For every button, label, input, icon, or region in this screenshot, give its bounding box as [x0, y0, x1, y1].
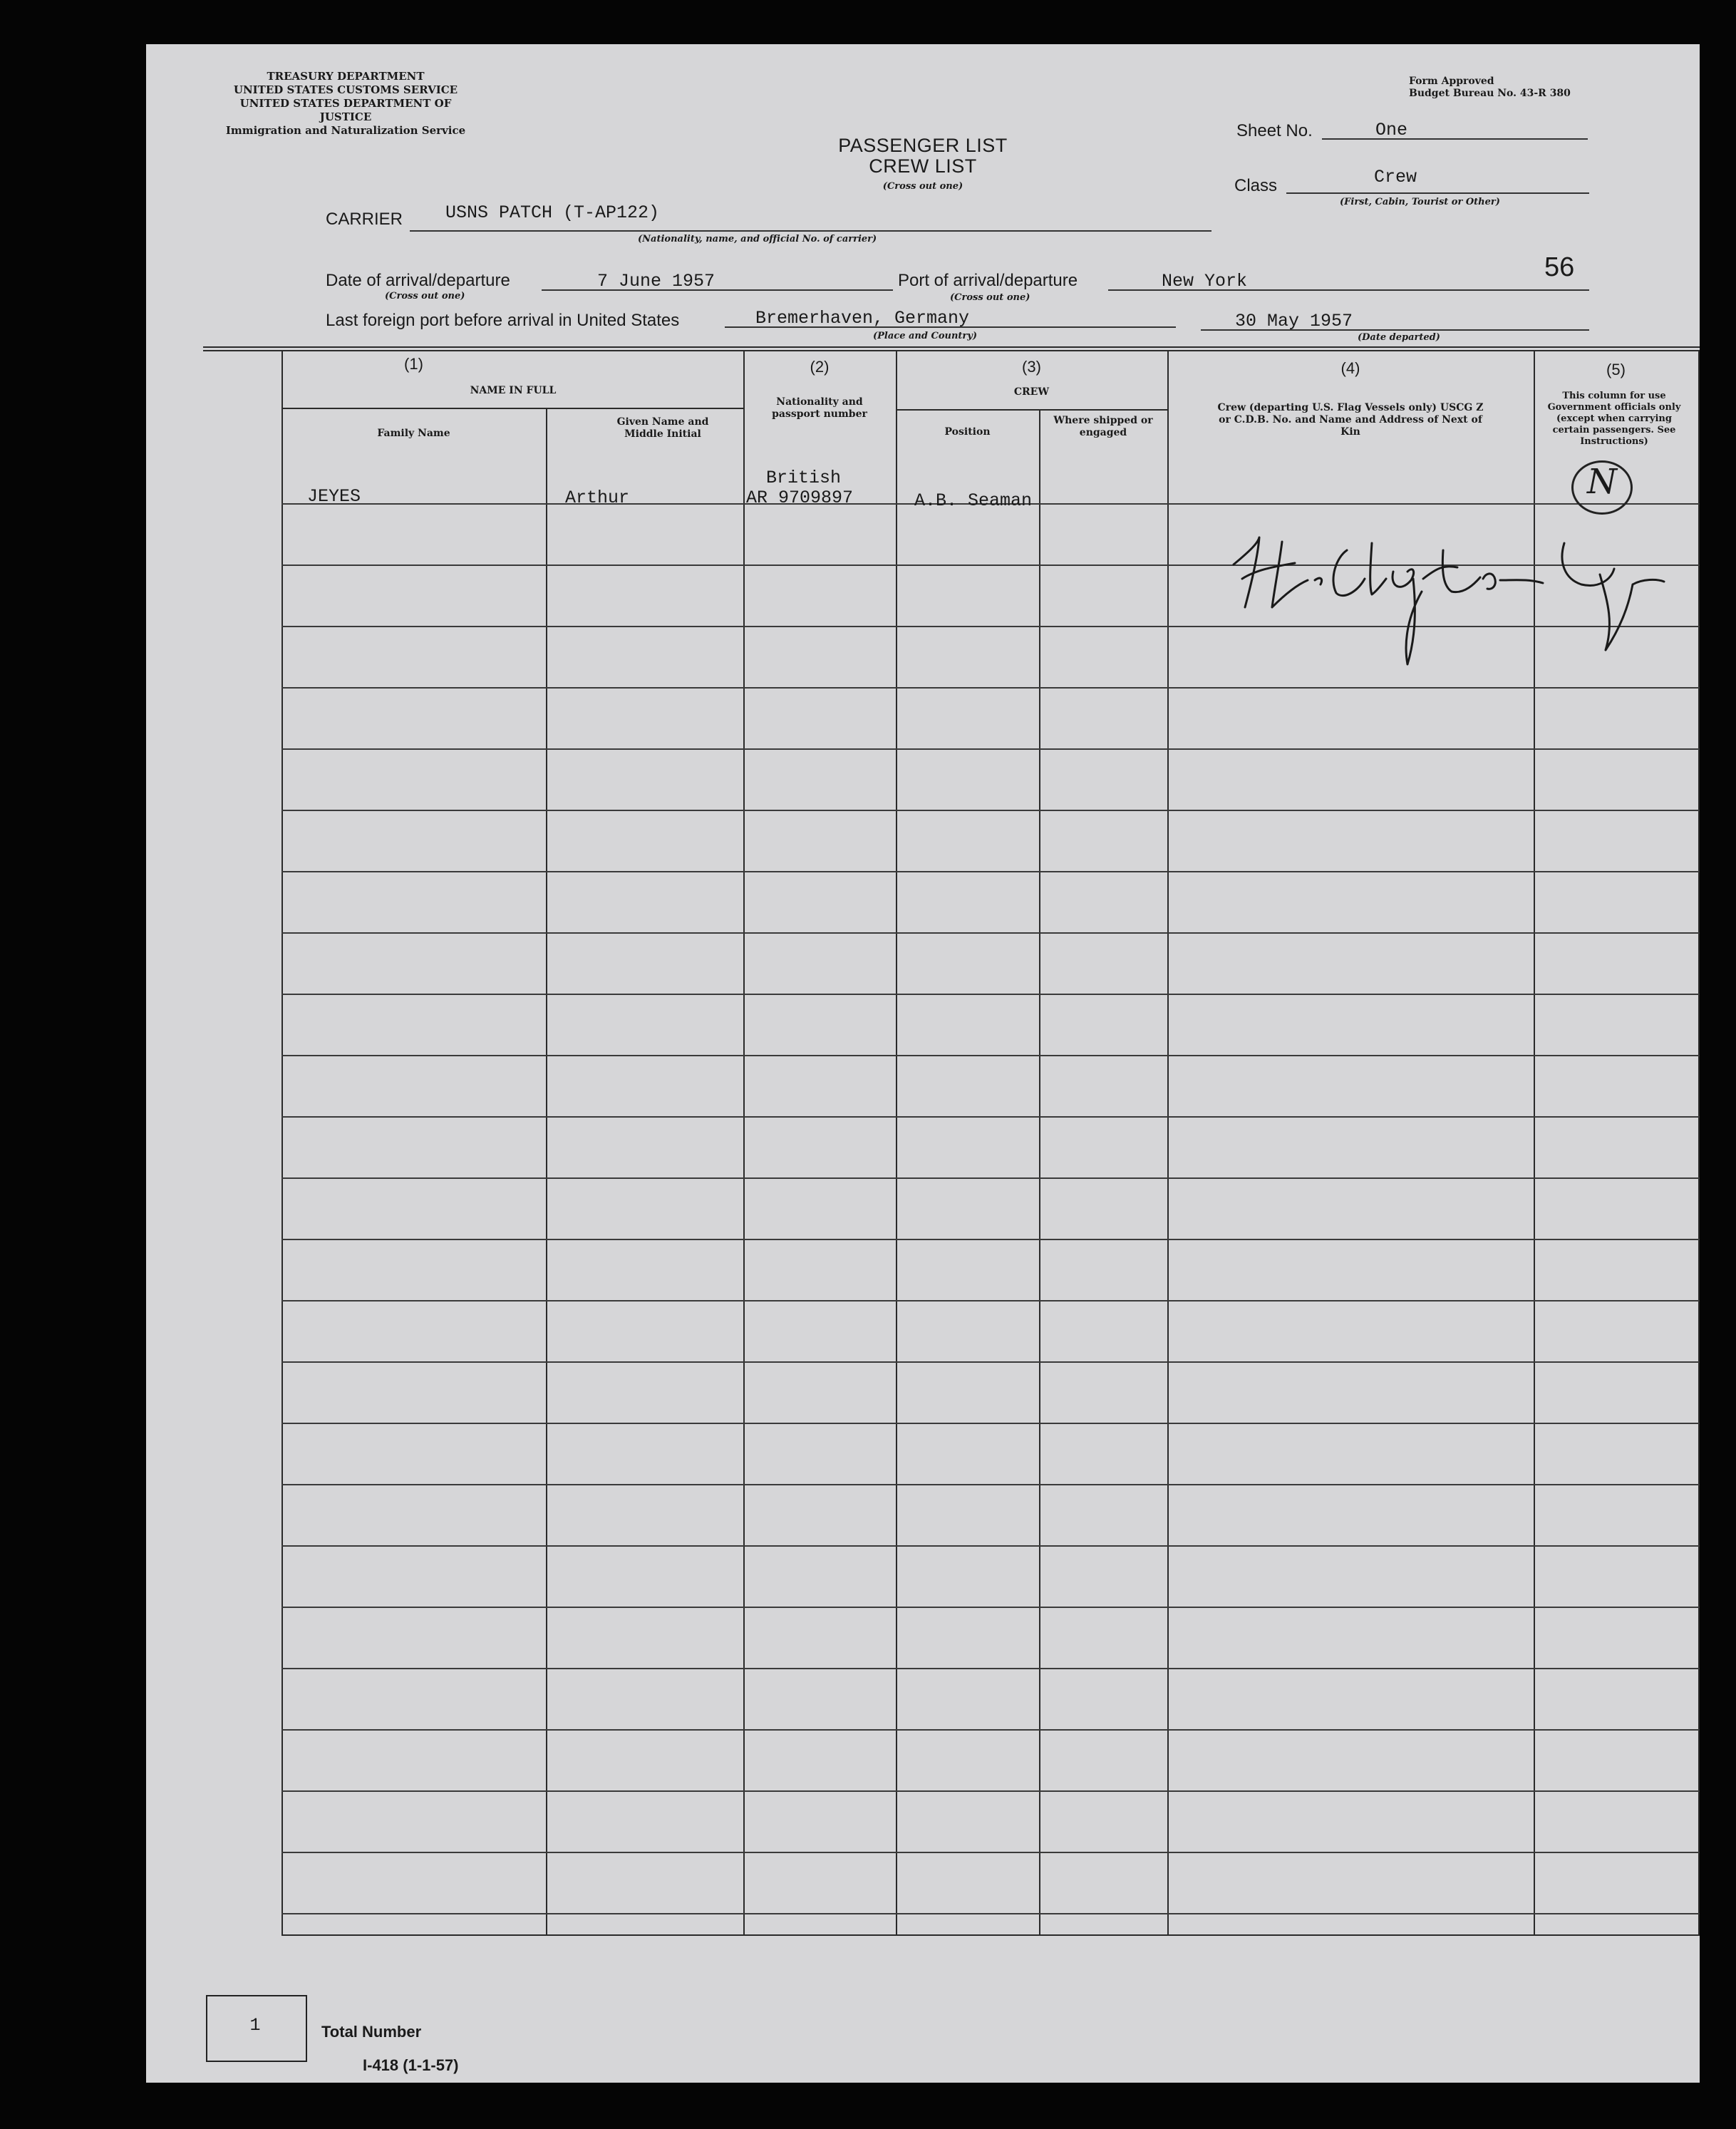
class-value: Crew [1374, 167, 1417, 187]
table-row-rule [281, 1484, 1700, 1485]
table-row-rule [281, 1239, 1700, 1240]
col-line-position [896, 351, 897, 1936]
col4-title: Crew (departing U.S. Flag Vessels only) USCG Z or C.D.B. No. and Name and Address of Next of Kin [1217, 402, 1484, 438]
total-value: 1 [249, 2015, 261, 2036]
port-note: (Cross out one) [950, 292, 1030, 303]
table-row-rule [281, 1852, 1700, 1853]
crew-subheader-rule [896, 409, 1169, 411]
col-line-left [281, 351, 283, 1936]
foreign-port-value: Bremerhaven, Germany [755, 308, 970, 329]
port-label: Port of arrival/departure [898, 271, 1078, 290]
departed-date-note: (Date departed) [1358, 332, 1440, 343]
name-subheader-rule [281, 408, 745, 409]
table-row-rule [281, 932, 1700, 934]
departed-date-value: 30 May 1957 [1235, 311, 1353, 331]
table-row-rule [281, 1913, 1700, 1914]
sheet-label: Sheet No. [1236, 121, 1313, 140]
signature-picture [1229, 500, 1685, 679]
col1-family-name-header: Family Name [377, 428, 450, 439]
table-row-rule [281, 810, 1700, 811]
total-label: Total Number [321, 2023, 422, 2041]
arrival-date-note: (Cross out one) [385, 291, 465, 301]
form-approval-line-2: Budget Bureau No. 43-R 380 [1409, 88, 1571, 99]
entry-family-name: JEYES [307, 486, 361, 507]
table-row-rule [281, 1177, 1700, 1179]
arrival-date-label: Date of arrival/departure [326, 271, 510, 290]
class-label: Class [1234, 176, 1278, 195]
form-number: I-418 (1-1-57) [363, 2056, 459, 2074]
carrier-value: USNS PATCH (T-AP122) [445, 202, 660, 223]
table-bottom-rule [281, 1934, 1700, 1936]
table-row-rule [281, 1116, 1700, 1118]
col-line-given [546, 409, 547, 1936]
port-value: New York [1162, 271, 1248, 292]
foreign-port-label: Last foreign port before arrival in United States [326, 311, 680, 330]
col5-title: This column for use Government officials only (except when carrying certain passengers. See Instructions) [1547, 391, 1681, 447]
col3-number: (3) [1022, 358, 1041, 376]
form-approval-line-1: Form Approved [1409, 76, 1494, 87]
title-note: (Cross out one) [882, 181, 963, 192]
table-row-rule [281, 1729, 1700, 1731]
entry-passport: AR 9709897 [746, 488, 854, 508]
class-note: (First, Cabin, Tourist or Other) [1340, 197, 1500, 207]
agency-line-1: TREASURY DEPARTMENT [267, 70, 425, 83]
table-row-rule [281, 871, 1700, 872]
col5-number: (5) [1606, 361, 1626, 378]
col3-position-header: Position [944, 426, 991, 438]
crew-table [146, 44, 1700, 2083]
table-row-rule [281, 1361, 1700, 1363]
table-row-rule [281, 1055, 1700, 1056]
carrier-note: (Nationality, name, and official No. of carrier) [638, 234, 877, 244]
title-crew-list: CREW LIST [869, 155, 977, 177]
title-passenger-list: PASSENGER LIST [838, 135, 1008, 156]
table-row-rule [281, 687, 1700, 689]
entry-position: A.B. Seaman [914, 490, 1033, 511]
agency-line-4: Immigration and Naturalization Service [225, 124, 466, 137]
col-line-shipped [1039, 409, 1040, 1936]
carrier-label: CARRIER [326, 210, 403, 229]
table-row-rule [281, 1668, 1700, 1669]
col-line-right [1698, 351, 1700, 1936]
table-row-rule [281, 748, 1700, 750]
table-row-rule [281, 994, 1700, 995]
col1-number: (1) [404, 355, 423, 373]
col3-title: CREW [1013, 386, 1050, 398]
entry-nationality: British [766, 468, 842, 488]
arrival-date-value: 7 June 1957 [597, 271, 715, 292]
page-number: 56 [1544, 252, 1575, 282]
agency-line-3: UNITED STATES DEPARTMENT OF JUSTICE [239, 97, 452, 123]
col4-number: (4) [1340, 359, 1360, 377]
table-row-rule [281, 1545, 1700, 1547]
col1-given-name-header: Given Name and Middle Initial [616, 416, 709, 440]
agency-line-2: UNITED STATES CUSTOMS SERVICE [233, 83, 458, 96]
col1-title: NAME IN FULL [470, 385, 557, 396]
entry-given-name: Arthur [565, 488, 630, 508]
foreign-port-note: (Place and Country) [873, 331, 977, 341]
table-row-rule [281, 1607, 1700, 1608]
form-sheet [146, 44, 1700, 2083]
col2-title: Nationality and passport number [772, 396, 867, 420]
table-row-rule [281, 1300, 1700, 1301]
table-row-rule [281, 1423, 1700, 1424]
sheet-value: One [1375, 120, 1408, 140]
table-row-rule [281, 1790, 1700, 1792]
col3-shipped-header: Where shipped or engaged [1053, 415, 1153, 438]
col-line-kin [1167, 351, 1169, 1936]
official-mark-letter: N [1587, 462, 1617, 502]
col-line-nationality [743, 351, 745, 1936]
col2-number: (2) [810, 358, 830, 376]
